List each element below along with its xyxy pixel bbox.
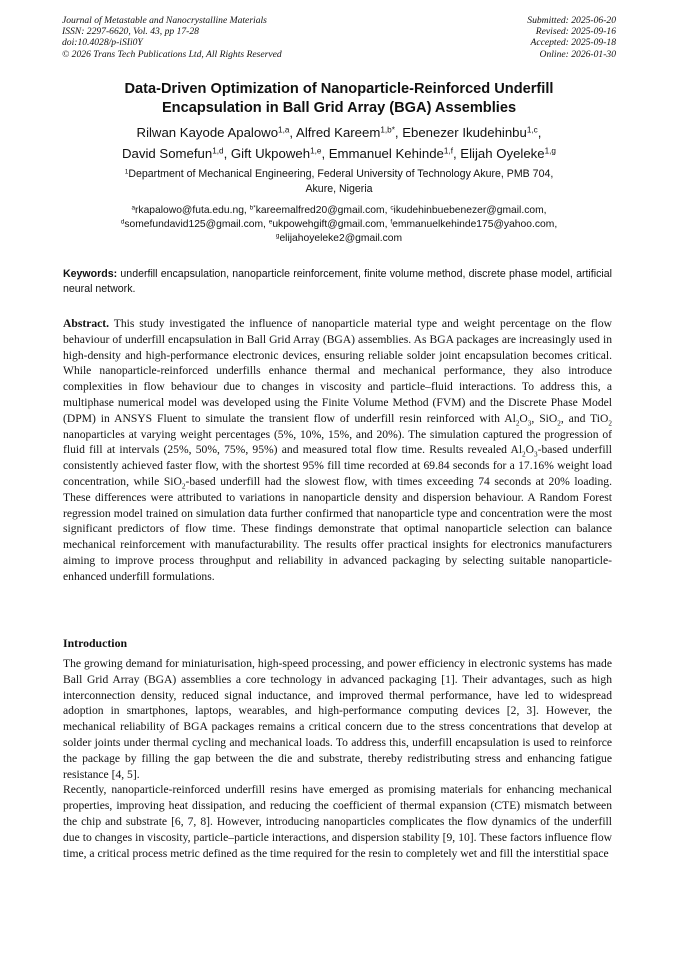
email-line-2: $^d$somefundavid125@gmail.com, $^e$ukpowehgift@gmail.com, $^f$emmanuelkehinde175@yahoo.com, — [120, 218, 558, 231]
abstract-block — [63, 316, 612, 585]
email-sup: d — [120, 218, 125, 226]
email-link[interactable]: somefundavid125@gmail.com — [124, 219, 264, 231]
keywords-block — [63, 267, 612, 296]
author-name: Emmanuel Kehinde — [328, 145, 444, 161]
affiliation-line-1 — [70, 167, 608, 182]
author-name: Gift Ukpoweh — [230, 145, 311, 161]
subscript: 2 — [181, 482, 186, 491]
abstract-text: O — [519, 411, 528, 425]
copyright-line: © 2026 Trans Tech Publications Ltd, All Rights Reserved — [62, 48, 282, 60]
author-name: Alfred Kareem — [296, 125, 381, 140]
keywords-text: underfill encapsulation, nanoparticle reinforcement, finite volume method, discrete phase model, artificial neural network. — [63, 268, 612, 295]
email-sup: g — [275, 232, 280, 240]
submitted-date: Submitted: 2025-06-20 — [527, 15, 616, 26]
doi-line: doi:10.4028/p-iSIi0Y — [62, 37, 143, 49]
introduction-heading: Introduction — [63, 636, 128, 650]
email-link[interactable]: rkapalowo@futa.edu.ng — [135, 205, 244, 216]
abstract-text: nanoparticles at varying weight percentages (5%, 10%, 15%, and 20%). The simulation captured the progression of fluid fill at intervals (25%, 50%, 75%, 95%) and measured total flow time. Results revealed Al — [63, 427, 612, 457]
author-name: David Somefun — [122, 145, 213, 161]
email-link[interactable]: kareemalfred20@gmail.com — [255, 205, 385, 216]
author-line-1: Rilwan Kayode Apalowo$^{1,a}$, Alfred Kareem$^{1,b*}$, Ebenezer Ikudehinbu$^{1,c}$, — [136, 125, 542, 140]
author-name: Ebenezer Ikudehinbu — [402, 125, 527, 140]
paper-title — [50, 80, 628, 117]
revised-date: Revised: 2025-09-16 — [535, 26, 616, 38]
abstract-text: -based underfill had the slowest flow, with times exceeding 74 seconds at 20% loading. These differences were attributed to variations in nanoparticle density and dispersion behaviour. A Random Forest regression model trained on simulation data further confirmed that nanoparticle type and concentration were the most significant predictors of flow time. These findings demonstrate that optimal nanoparticle selection can balance mechanical reinforcement with manufacturability. The results offer practical insights for electronics manufacturers aiming to improve process throughput and reliability in advanced packaging by selecting suitable nanoparticle-enhanced underfill formulations. — [63, 474, 612, 583]
accepted-date: Accepted: 2025-09-18 — [530, 37, 616, 49]
online-date: Online: 2026-01-30 — [539, 48, 616, 60]
affiliation-sup: 1 — [124, 168, 129, 176]
abstract-label: Abstract. — [63, 317, 110, 330]
journal-name: Journal of Metastable and Nanocrystalline Materials — [62, 15, 267, 26]
abstract-text: O — [525, 443, 535, 457]
subscript: 2 — [557, 419, 561, 428]
author-affil-sup: 1,g — [544, 146, 556, 155]
introduction-body — [63, 656, 612, 861]
email-list — [40, 204, 638, 247]
affiliation — [70, 167, 608, 196]
email-sup: e — [268, 218, 273, 226]
email-link[interactable]: ikudehinbuebenezer@gmail.com — [393, 205, 544, 216]
subscript: 2 — [522, 450, 526, 459]
abstract-text: , and TiO — [560, 411, 609, 425]
title-line-1: Data-Driven Optimization of Nanoparticle-Reinforced Underfill — [124, 81, 554, 97]
author-line-2: David Somefun$^{1,d}$, Gift Ukpoweh$^{1,e}$, Emmanuel Kehinde$^{1,f}$, Elijah Oyeleke$^{1,g}$ — [122, 145, 556, 161]
email-sup: c — [390, 204, 394, 212]
keywords-label: Keywords: — [63, 268, 118, 280]
intro-paragraph-2: Recently, nanoparticle-reinforced underfill resins have emerged as promising materials for enhancing mechanical properties, improving heat dissipation, and reducing the coefficient of thermal expansion (CTE) mismatch between the chip and substrate [6, 7, 8]. However, introducing nanoparticles complicates the flow dynamics of the underfill due to changes in viscosity, particle–particle interactions, and dispersion stability [9, 10]. These factors influence flow time, a critical process metric defined as the time required for the resin to completely wet and fill the interstitial space — [63, 783, 612, 860]
email-link[interactable]: emmanuelkehinde175@yahoo.com — [392, 219, 555, 231]
author-affil-sup: 1,c — [526, 125, 538, 135]
abstract-text: This study investigated the influence of nanoparticle material type and weight percentage on the flow behaviour of underfill encapsulation in Ball Grid Array (BGA) assemblies. As BGA packages are increasingly used in high-density and high-performance electronic devices, ensuring reliable solder joint encapsulation becomes critical. While nanoparticle-reinforced underfills enhance thermal and mechanical performance, they also introduce complexities in flow behaviour due to changes in viscosity and particle–fluid interactions. To address this, a multiphase numerical model was developed using the Finite Volume Method (FVM) and the Discrete Phase Model (DPM) in ANSYS Fluent to simulate the transient flow of underfill resin reinforced with Al — [63, 317, 612, 425]
subscript: 2 — [608, 419, 612, 428]
author-name: Elijah Oyeleke — [460, 145, 545, 161]
author-list — [40, 123, 638, 164]
title-line-2: Encapsulation in Ball Grid Array (BGA) Assemblies — [161, 99, 517, 116]
affiliation-line-2: Akure, Nigeria — [305, 182, 373, 195]
email-sup: a — [131, 204, 135, 212]
author-name: Rilwan Kayode Apalowo — [136, 125, 279, 140]
email-line-3 — [40, 232, 638, 246]
subscript: 2 — [515, 419, 520, 428]
intro-paragraph-1: The growing demand for miniaturisation, high-speed processing, and power efficiency in electronic systems has made Ball Grid Array (BGA) assemblies a core technology in advanced packaging [1]. Their advantages, such as high interconnection density, reduced signal inductance, and improved thermal performance, have led to widespread adoption in smartphones, laptops, wearables, and high-performance computing devices [2, 3]. However, the mechanical reliability of BGA packages remains a critical concern due to the stress concentrations that develop at solder joints under thermal cycling and mechanical loads. To address this, underfill encapsulation is used to reinforce the package by filling the gap between the die and substrate, thereby redistributing stress and enhancing fatigue resistance [4, 5]. — [63, 657, 612, 781]
journal-header-right — [527, 15, 616, 60]
author-affil-sup: 1,d — [212, 146, 224, 155]
email-sup: f — [390, 218, 393, 226]
subscript: 3 — [534, 450, 538, 459]
email-link[interactable]: ukpowehgift@gmail.com — [272, 219, 385, 231]
affiliation-text: Department of Mechanical Engineering, Federal University of Technology Akure, PMB 704, — [128, 168, 554, 180]
author-affil-sup: 1,a — [278, 125, 290, 135]
email-link[interactable]: elijahoyeleke2@gmail.com — [279, 233, 403, 245]
issn-line: ISSN: 2297-6620, Vol. 43, pp 17-28 — [62, 26, 199, 38]
author-affil-sup: 1,f — [443, 146, 453, 155]
author-affil-sup: 1,b* — [380, 125, 395, 135]
subscript: 3 — [527, 419, 532, 428]
journal-header-left — [62, 15, 282, 60]
abstract-text: -based underfill consistently achieved faster flow, with the shortest 95% fill time recorded at 69.84 seconds for a 17.16% weight load concentration, while SiO — [63, 443, 612, 488]
author-affil-sup: 1,e — [310, 146, 322, 155]
email-line-1: $^a$rkapalowo@futa.edu.ng, $^{b*}$kareemalfred20@gmail.com, $^c$ikudehinbuebenezer@gmail.com, — [131, 204, 547, 216]
email-sup: b* — [249, 204, 256, 212]
abstract-text: , SiO — [531, 411, 558, 425]
